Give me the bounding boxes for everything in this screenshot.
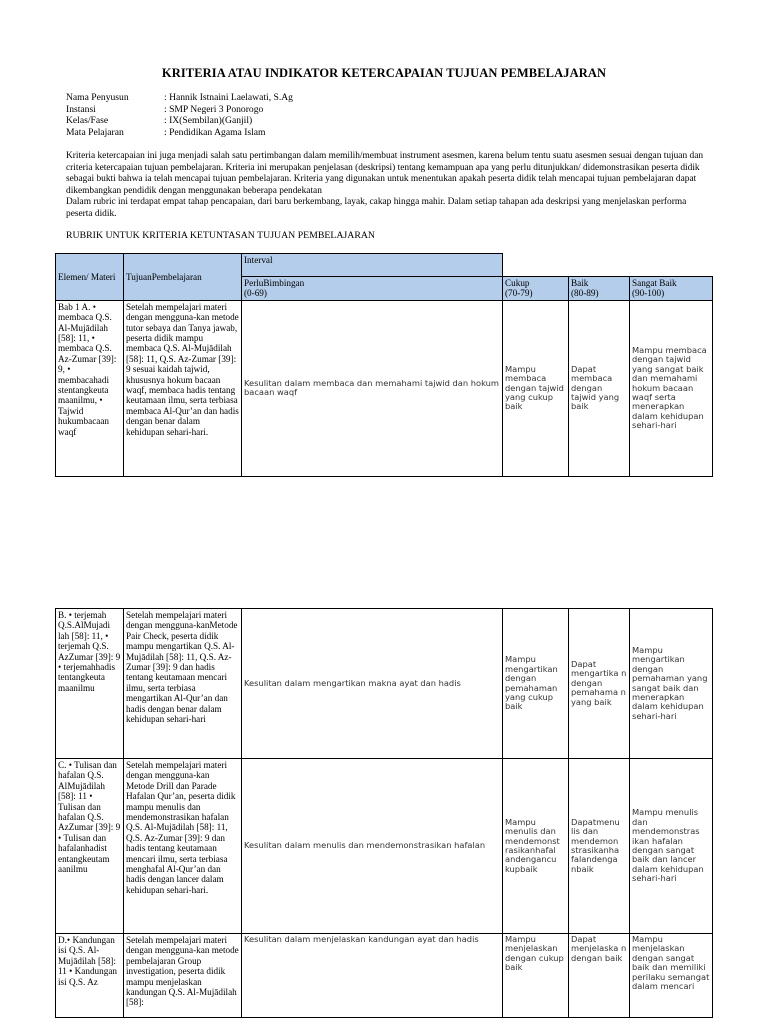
author-info <box>66 92 293 138</box>
info-row <box>66 104 293 116</box>
info-value: : Hannik Istnaini Laelawati, S.Ag <box>164 92 293 103</box>
table-row <box>56 934 713 1018</box>
info-row <box>66 92 293 104</box>
header-cukup-label: Cukup <box>505 278 530 288</box>
table-header-row <box>56 254 713 277</box>
rubric-table <box>55 253 713 477</box>
info-label: Mata Pelajaran <box>66 126 124 138</box>
cell-tujuan: Setelah mempelajari materi dengan mengguna-kan Metode Drill dan Parade Hafalan Qur’an, peserta didik mampu menulis dan mendemonstrasikan hafalan Q.S. Al-Mujādilah [58]: 11, Q.S. Az-Zumar [39]: 9 dan hadis tentang keutamaan mencari ilmu, serta terbiasa menghafal Al-Qur’an dan hadis dengan lancer dalam kehidupan sehari-hari. <box>124 759 242 934</box>
intro-text <box>66 151 706 220</box>
header-baik <box>569 277 630 301</box>
info-value: : Pendidikan Agama Islam <box>164 126 266 138</box>
cell-elemen: Bab 1 A. • membaca Q.S. Al-Mujādilah [58]: 11, • membaca Q.S. Az-Zumar [39]: 9, • membacahadi stentangkeuta maanilmu, • Tajwid hukumbacaan waqf <box>56 300 124 476</box>
rubric-table-continued <box>55 608 713 1018</box>
cell-tujuan: Setelah mempelajari materi dengan mengguna-kan metode pembelajaran Group investigation, peserta didik mampu menjelaskan kandungan Q.S. Al-Mujādilah [58]: <box>124 934 242 1018</box>
info-label: Kelas/Fase <box>66 115 109 126</box>
cell-tujuan: Setelah mempelajari materi dengan mengguna-kanMetode Pair Check, peserta didik mampu mengartikan Q.S. Al-Mujādilah [58]: 11, Q.S. Az-Zumar [39]: 9 dan hadis tentang keutamaan mencari ilmu, serta terbiasa mengartikan Al-Qur’an dan hadis dengan benar dalam kehidupan sehari-hari <box>124 609 242 759</box>
cell-baik: Dapat menjelaska n dengan baik <box>569 934 630 1018</box>
cell-sangat: Mampu menulis dan mendemonstras ikan hafalan dengan sangat baik dan lancer dalam kehidupan sehari-hari <box>630 759 713 934</box>
cell-tujuan: Setelah mempelajari materi dengan mengguna-kan metode tutor sebaya dan Tanya jawab, peserta didik mampu membaca Q.S. Al-Mujādilah [58]: 11, Q.S. Az-Zumar [39]: 9 sesuai kaidah tajwid, khususnya hokum bacaan waqf, membaca hadis tentang keutamaan ilmu, serta terbiasa membaca Al-Qur’an dan hadis dengan benar dalam kehidupan sehari-hari. <box>124 300 242 476</box>
info-row <box>66 115 293 127</box>
header-sangat-label: Sangat Baik <box>632 278 677 288</box>
info-label: Nama Penyusun <box>66 92 129 103</box>
intro-paragraph: Dalam rubric ini terdapat empat tahap pencapaian, dari baru berkembang, layak, cakap hingga mahir. Dalam setiap tahapan ada deskripsi yang menjelaskan performa peserta didik. <box>66 197 687 219</box>
cell-cukup: Mampu menjelaskan dengan cukup baik <box>503 934 569 1018</box>
header-cukup <box>503 277 569 301</box>
info-value: : IX(Sembilan)(Ganjil) <box>164 115 253 126</box>
cell-cukup: Mampu mengartikan dengan pemahaman yang cukup baik <box>503 609 569 759</box>
cell-elemen: C. • Tulisan dan hafalan Q.S. AlMujādilah [58]: 11 • Tulisan dan hafalan Q.S. AzZumar [39]: 9 • Tulisan dan hafalanhadist entangkeutam aanilmu <box>56 759 124 934</box>
header-perlu-range: (0-69) <box>244 288 267 299</box>
rubric-title: RUBRIK UNTUK KRITERIA KETUNTASAN TUJUAN PEMBELAJARAN <box>66 230 375 241</box>
header-blank <box>503 254 569 277</box>
header-baik-label: Baik <box>571 278 589 288</box>
header-blank <box>630 254 713 277</box>
header-sangat-range: (90-100) <box>632 288 665 299</box>
document-title: KRITERIA ATAU INDIKATOR KETERCAPAIAN TUJUAN PEMBELAJARAN <box>161 66 607 80</box>
cell-sangat: Mampu menjelaskan dengan sangat baik dan memiliki perilaku semangat dalam mencari <box>630 934 713 1018</box>
cell-sangat: Mampu mengartikan dengan pemahaman yang sangat baik dan menerapkan dalam kehidupan sehari-hari <box>630 609 713 759</box>
info-label: Instansi <box>66 103 96 115</box>
header-tujuan: TujuanPembelajaran <box>124 254 242 301</box>
header-interval: Interval <box>242 254 503 277</box>
cell-baik: Dapatmenu lis dan mendemon strasikanha falandenga nbaik <box>569 759 630 934</box>
cell-elemen: D.• Kandungan isi Q.S. Al-Mujādilah [58]: 11 • Kandungan isi Q.S. Az <box>56 934 124 1018</box>
info-value: : SMP Negeri 3 Ponorogo <box>164 103 264 115</box>
cell-elemen: B. • terjemah Q.S.AlMujadi lah [58]: 11, • terjemah Q.S. AzZumar [39]: 9 • terjemahhadis tentangkeuta maanilmu <box>56 609 124 759</box>
info-row <box>66 127 293 139</box>
intro-paragraph: Kriteria ketercapaian ini juga menjadi salah satu pertimbangan dalam memilih/membuat instrument asesmen, karena belum tentu suatu asesmen sesuai dengan tujuan dan criteria ketercapaian tujuan pembelajaran. Kriteria ini merupakan penjelasan (deskripsi) tentang kemampuan apa yang perlu ditunjukkan/ didemonstrasikan peserta didik sebagai bukti bahwa ia telah mencapai tujuan pembelajaran. Kriteria yang digunakan untuk menentukan apakah peserta didik telah mencapai tujuan pembelajaran dapat dikembangkan pendidik dengan menggunakan beberapa pendekatan <box>66 151 704 196</box>
header-perlu-label: PerluBimbingan <box>244 278 305 288</box>
cell-cukup: Mampu membaca dengan tajwid yang cukup baik <box>503 300 569 476</box>
header-blank <box>569 254 630 277</box>
header-sangat <box>630 277 713 301</box>
cell-cukup: Mampu menulis dan mendemonst rasikanhafal andengancu kupbaik <box>503 759 569 934</box>
header-baik-range: (80-89) <box>571 288 599 299</box>
table-row <box>56 609 713 759</box>
cell-perlu: Kesulitan dalam menjelaskan kandungan ayat dan hadis <box>242 934 503 1018</box>
cell-perlu: Kesulitan dalam menulis dan mendemonstrasikan hafalan <box>242 759 503 934</box>
cell-perlu: Kesulitan dalam mengartikan makna ayat dan hadis <box>242 609 503 759</box>
header-elemen: Elemen/ Materi <box>56 254 124 301</box>
cell-baik: Dapat mengartika n dengan pemahama n yang baik <box>569 609 630 759</box>
table-row <box>56 759 713 934</box>
cell-sangat: Mampu membaca dengan tajwid yang sangat baik dan memahami hokum bacaan waqf serta menerapkan dalam kehidupan sehari-hari <box>630 300 713 476</box>
header-perlu <box>242 277 503 301</box>
cell-perlu: Kesulitan dalam membaca dan memahami tajwid dan hokum bacaan waqf <box>242 300 503 476</box>
header-cukup-range: (70-79) <box>505 288 533 299</box>
table-row <box>56 300 713 476</box>
cell-baik: Dapat membaca dengan tajwid yang baik <box>569 300 630 476</box>
